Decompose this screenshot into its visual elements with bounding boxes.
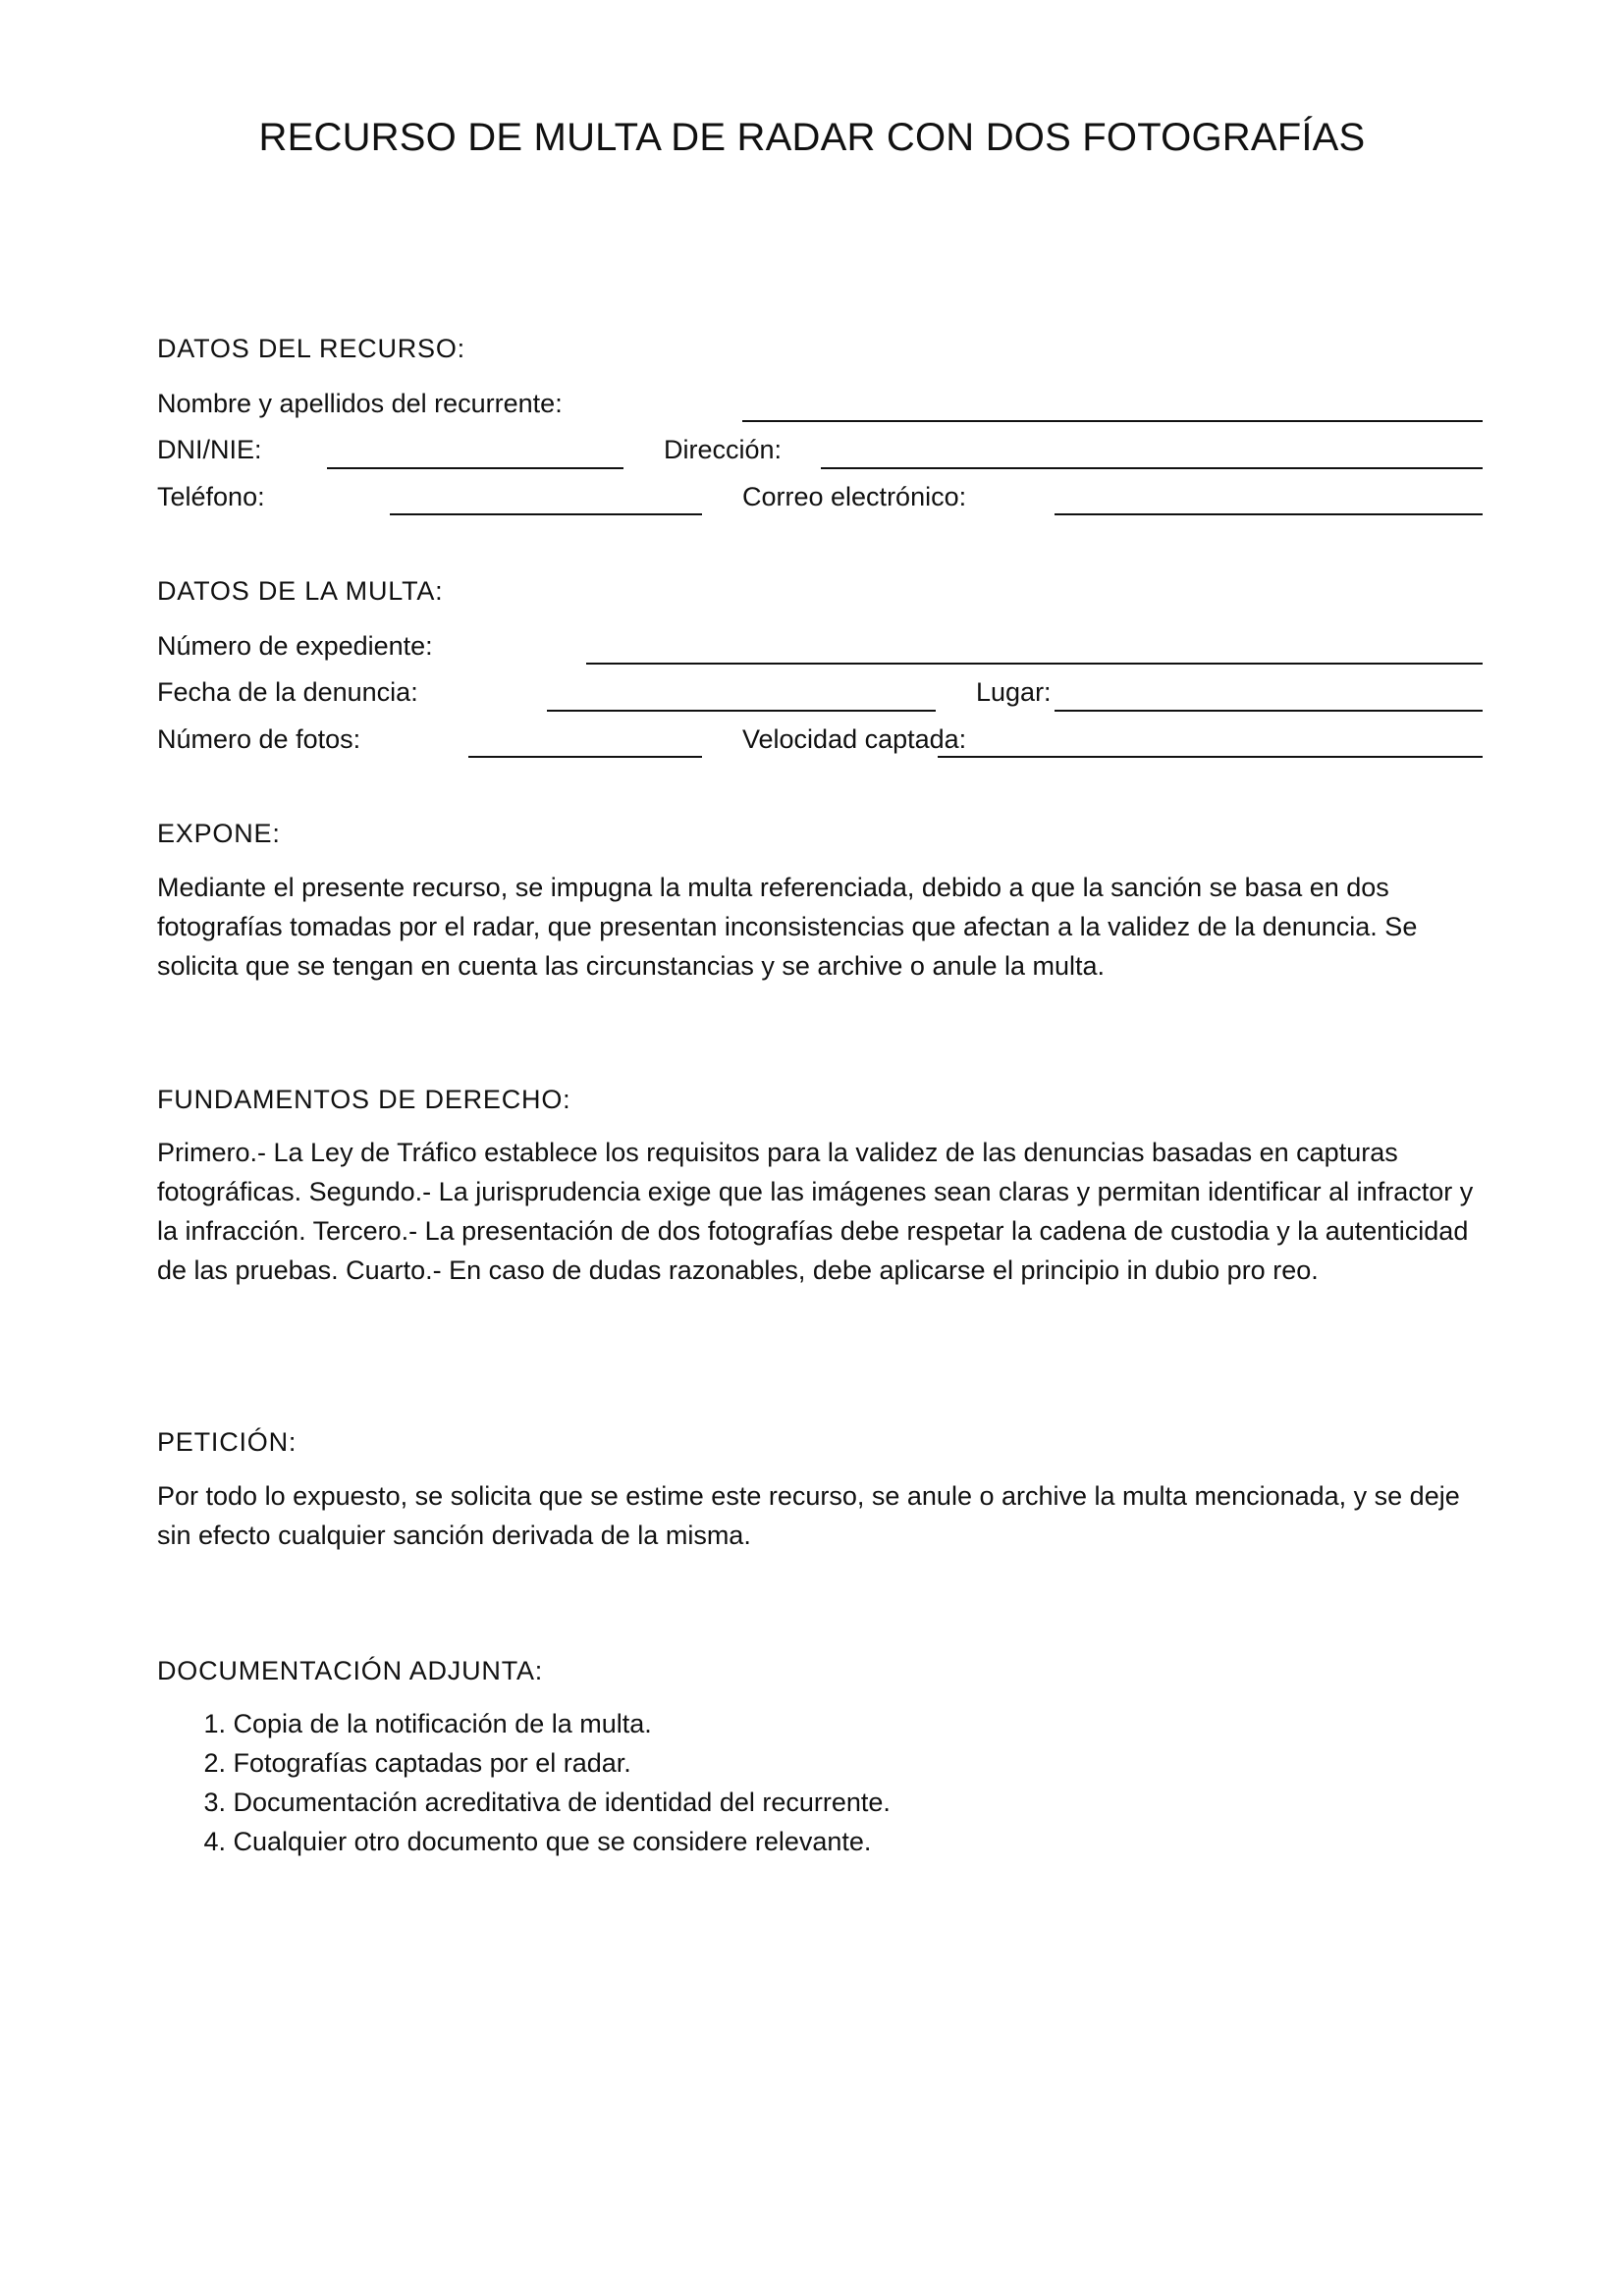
section-heading-peticion: PETICIÓN:	[157, 1427, 298, 1457]
list-item-text: Documentación acreditativa de identidad del recurrente.	[233, 1788, 891, 1817]
fundamentos-paragraph: Primero.- La Ley de Tráfico establece los requisitos para la validez de las denuncias basadas en capturas fotográficas. Segundo.- La jurisprudencia exige que las imágenes sean claras y permitan identificar al infractor y la infracción. Tercero.- La presentación de dos fotografías debe respetar la cadena de custodia y la autenticidad de las pruebas. Cuarto.- En caso de dudas razonables, debe aplicarse el principio in dubio pro reo.	[157, 1138, 1474, 1285]
fotos-label: Número de fotos:	[157, 724, 361, 754]
direccion-label: Dirección:	[664, 435, 783, 464]
list-item-text: Cualquier otro documento que se considere relevante.	[233, 1827, 872, 1856]
velocidad-field-line[interactable]	[938, 756, 1483, 758]
fecha-label: Fecha de la denuncia:	[157, 677, 418, 707]
nombre-field-line[interactable]	[742, 420, 1483, 422]
document-title: RECURSO DE MULTA DE RADAR CON DOS FOTOGRAFÍAS	[258, 116, 1366, 159]
expediente-label: Número de expediente:	[157, 631, 433, 661]
velocidad-label: Velocidad captada:	[742, 724, 967, 754]
expone-paragraph: Mediante el presente recurso, se impugna la multa referenciada, debido a que la sanción se basa en dos fotografías tomadas por el radar, que presentan inconsistencias que afectan a la validez de la denuncia. Se solicita que se tengan en cuenta las circunstancias y se archive o anule la multa.	[157, 873, 1418, 981]
telefono-label: Teléfono:	[157, 482, 265, 511]
nombre-label: Nombre y apellidos del recurrente:	[157, 389, 563, 418]
list-item	[157, 1783, 891, 1822]
dni-field-line[interactable]	[327, 467, 623, 469]
list-item-text: Copia de la notificación de la multa.	[233, 1709, 652, 1738]
section-heading-expone: EXPONE:	[157, 819, 281, 848]
list-item-number: 4.	[203, 1827, 226, 1856]
telefono-field-line[interactable]	[390, 513, 702, 515]
section-heading-fundamentos: FUNDAMENTOS DE DERECHO:	[157, 1085, 571, 1114]
lugar-field-line[interactable]	[1055, 710, 1483, 712]
list-item-number: 2.	[203, 1748, 226, 1778]
direccion-field-line[interactable]	[821, 467, 1483, 469]
section-heading-documentacion: DOCUMENTACIÓN ADJUNTA:	[157, 1656, 544, 1685]
list-item-number: 3.	[203, 1788, 226, 1817]
list-item-number: 1.	[203, 1709, 226, 1738]
expediente-field-line[interactable]	[586, 663, 1483, 665]
fotos-field-line[interactable]	[468, 756, 702, 758]
peticion-paragraph: Por todo lo expuesto, se solicita que se estime este recurso, se anule o archive la multa mencionada, y se deje sin efecto cualquier sanción derivada de la misma.	[157, 1481, 1460, 1550]
correo-label: Correo electrónico:	[742, 482, 967, 511]
list-item	[157, 1822, 891, 1861]
dni-label: DNI/NIE:	[157, 435, 262, 464]
correo-field-line[interactable]	[1055, 513, 1483, 515]
section-heading-datos-recurso: DATOS DEL RECURSO:	[157, 334, 465, 363]
list-item	[157, 1704, 891, 1743]
lugar-label: Lugar:	[976, 677, 1052, 707]
fecha-field-line[interactable]	[547, 710, 936, 712]
section-heading-datos-multa: DATOS DE LA MULTA:	[157, 576, 444, 606]
documentacion-list	[157, 1704, 891, 1861]
list-item-text: Fotografías captadas por el radar.	[233, 1748, 631, 1778]
list-item	[157, 1743, 891, 1783]
